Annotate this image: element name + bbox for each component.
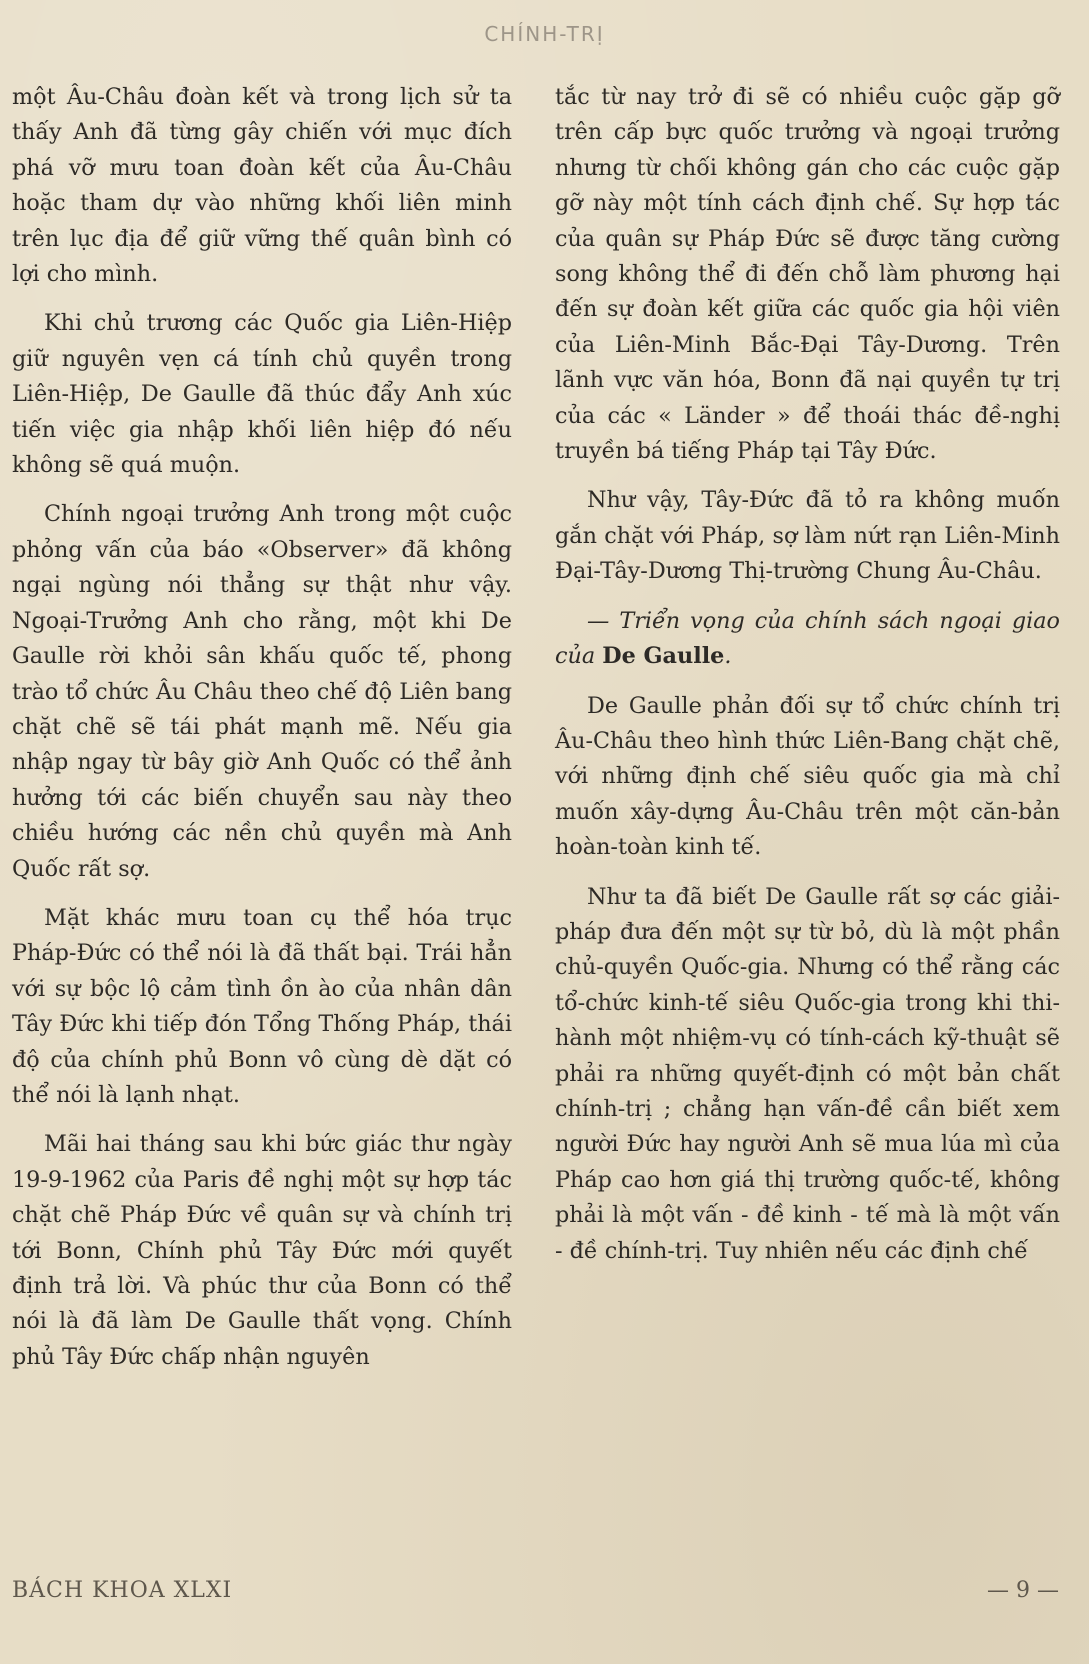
subheading-end: . (724, 643, 732, 670)
paragraph: Mãi hai tháng sau khi bức giác thư ngày 19-9-1962 của Paris đề nghị một sự hợp tác chặt chẽ Pháp Đức về quân sự và chính trị tới Bonn, Chính phủ Tây Đức mới quyết định trả lời. Và phúc thư của Bonn có thể nói là đã làm De Gaulle thất vọng. Chính phủ Tây Đức chấp nhận nguyên (12, 1131, 512, 1370)
subheading-name: De Gaulle (602, 643, 725, 670)
paragraph: De Gaulle phản đối sự tổ chức chính trị Âu-Châu theo hình thức Liên-Bang chặt chẽ, với những định chế siêu quốc gia mà chỉ muốn xây-dựng Âu-Châu trên một căn-bản hoàn-toàn kinh tế. (555, 692, 1060, 861)
right-column (555, 80, 1060, 1283)
page-number: — 9 — (987, 1578, 1059, 1603)
paragraph: Như ta đã biết De Gaulle rất sợ các giải-pháp đưa đến một sự từ bỏ, dù là một phần chủ-quyền Quốc-gia. Nhưng có thể rằng các tổ-chức kinh-tế siêu Quốc-gia trong khi thi-hành một nhiệm-vụ có tính-cách kỹ-thuật sẽ phải ra những quyết-định có một bản chất chính-trị ; chẳng hạn vấn-đề cần biết xem người Đức hay người Anh sẽ mua lúa mì của Pháp cao hơn giá thị trường quốc-tế, không phải là một vấn - đề kinh - tế mà là một vấn - đề chính-trị. Tuy nhiên nếu các định chế (555, 883, 1060, 1264)
paragraph: Như vậy, Tây-Đức đã tỏ ra không muốn gắn chặt với Pháp, sợ làm nứt rạn Liên-Minh Đại-Tây-Dương Thị-trường Chung Âu-Châu. (555, 487, 1060, 585)
publication-footer: BÁCH KHOA XLXI (12, 1578, 233, 1603)
left-column (12, 80, 512, 1389)
section-subheading (555, 604, 1060, 675)
paragraph: Mặt khác mưu toan cụ thể hóa trục Pháp-Đức có thể nói là đã thất bại. Trái hẳn với sự bộc lộ cảm tình ồn ào của nhân dân Tây Đức khi tiếp đón Tổng Thống Pháp, thái độ của chính phủ Bonn vô cùng dè dặt có thể nói là lạnh nhạt. (12, 904, 512, 1108)
paragraph: Khi chủ trương các Quốc gia Liên-Hiệp giữ nguyên vẹn cá tính chủ quyền trong Liên-Hiệp, De Gaulle đã thúc đẩy Anh xúc tiến việc gia nhập khối liên hiệp đó nếu không sẽ quá muộn. (12, 310, 512, 479)
running-head: CHÍNH-TRỊ (484, 22, 605, 46)
subheading-text: — Triển vọng của chính sách ngoại giao của (555, 607, 1060, 670)
paragraph: một Âu-Châu đoàn kết và trong lịch sử ta thấy Anh đã từng gây chiến với mục đích phá vỡ mưu toan đoàn kết của Âu-Châu hoặc tham dự vào những khối liên minh trên lục địa để giữ vững thế quân bình có lợi cho mình. (12, 84, 512, 288)
paragraph: Chính ngoại trưởng Anh trong một cuộc phỏng vấn của báo «Observer» đã không ngại ngùng nói thẳng sự thật như vậy. Ngoại-Trưởng Anh cho rằng, một khi De Gaulle rời khỏi sân khấu quốc tế, phong trào tổ chức Âu Châu theo chế độ Liên bang chặt chẽ sẽ tái phát mạnh mẽ. Nếu gia nhập ngay từ bây giờ Anh Quốc có thể ảnh hưởng tới các biến chuyển sau này theo chiều hướng các nền chủ quyền mà Anh Quốc rất sợ. (12, 501, 512, 882)
paragraph: tắc từ nay trở đi sẽ có nhiều cuộc gặp gỡ trên cấp bực quốc trưởng và ngoại trưởng nhưng từ chối không gán cho các cuộc gặp gỡ này một tính cách định chế. Sự hợp tác của quân sự Pháp Đức sẽ được tăng cường song không thể đi đến chỗ làm phương hại đến sự đoàn kết giữa các quốc gia hội viên của Liên-Minh Bắc-Đại Tây-Dương. Trên lãnh vực văn hóa, Bonn đã nại quyền tự trị của các « Länder » để thoái thác đề-nghị truyền bá tiếng Pháp tại Tây Đức. (555, 84, 1060, 465)
